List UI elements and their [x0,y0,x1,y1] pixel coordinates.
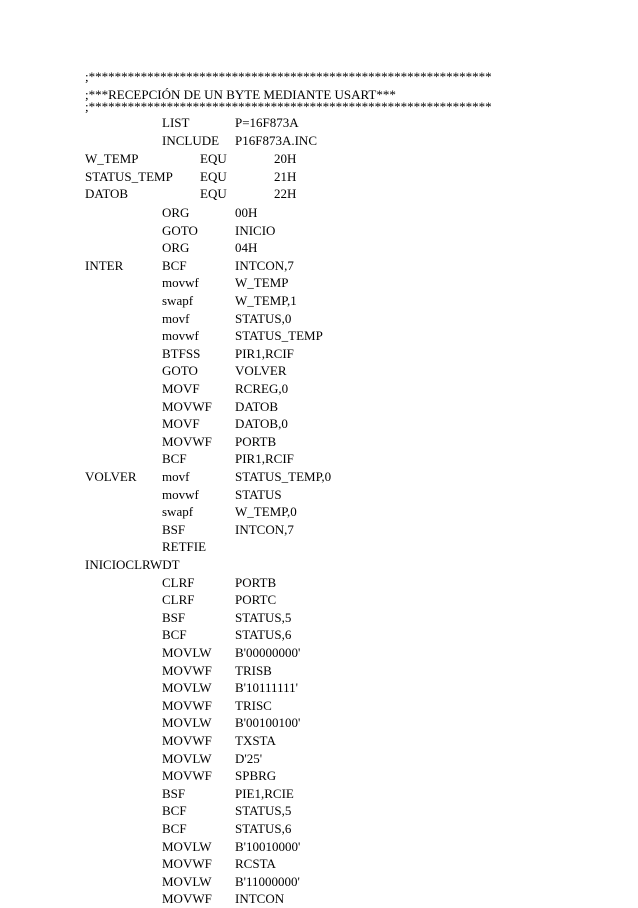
code-line [0,114,638,132]
line-mnemonic: movf [162,469,190,484]
line-operand: 04H [235,240,258,256]
code-line [0,767,638,785]
code-line [0,450,638,468]
line-operand: STATUS,6 [235,821,292,836]
line-operand: STATUS,0 [235,310,292,326]
line-mnemonic: BCF [162,627,187,643]
line-mnemonic: BCF [162,821,187,836]
code-line [0,662,638,680]
line-operand: 21H [274,168,297,184]
line-operand: B'00000000' [235,645,301,660]
code-line [0,150,638,168]
code-line [0,345,638,363]
line-mnemonic: ORG [162,205,190,220]
line-mnemonic: MOVF [162,381,200,396]
line-mnemonic: ORG [162,240,190,256]
line-operand: DATOB [235,398,279,414]
code-line [0,873,638,891]
line-mnemonic: swapf [162,293,194,308]
line-label: DATOB [85,186,129,202]
line-operand: PIR1,RCIF [235,345,294,361]
line-operand: 22H [274,186,297,202]
line-mnemonic: movwf [162,486,199,502]
line-operand: INTCON,7 [235,257,294,273]
line-operand: DATOB,0 [235,416,288,432]
code-line [0,486,638,504]
line-mnemonic: CLRF [162,574,195,590]
line-operand: SPBRG [235,768,277,784]
line-operand: INTCON [235,891,285,907]
line-operand: B'00100100' [235,715,301,731]
line-operand: B'11000000' [235,873,300,889]
line-mnemonic: movf [162,310,190,326]
line-mnemonic: BSF [162,609,186,625]
line-operand: STATUS,6 [235,627,292,643]
line-operand: W_TEMP,1 [235,293,297,308]
line-mnemonic: movwf [162,328,199,344]
code-line [0,802,638,820]
code-line [0,415,638,433]
code-line [0,204,638,222]
code-line [0,644,638,662]
line-mnemonic: BTFSS [162,345,201,361]
line-mnemonic: EQU [200,186,227,202]
line-mnemonic: GOTO [162,363,198,379]
line-mnemonic: MOVWF [162,768,212,784]
line-mnemonic: MOVWF [162,891,212,907]
line-mnemonic: BCF [162,257,187,273]
line-operand: STATUS,5 [235,803,292,819]
line-label: STATUS_TEMP [85,168,173,184]
code-line [0,697,638,715]
code-line [0,890,638,908]
line-operand: STATUS_TEMP,0 [235,469,332,484]
line-operand: P=16F873A [235,115,299,130]
code-line [0,732,638,750]
line-operand: RCREG,0 [235,381,289,396]
line-operand: PORTB [235,574,277,590]
code-line [0,574,638,592]
line-mnemonic: MOVWF [162,856,212,872]
line-mnemonic: RETFIE [162,539,207,555]
line-operand: P16F873A.INC [235,132,317,148]
line-label: INICIOCLRWDT [85,557,180,572]
line-operand: TRISB [235,662,272,678]
line-mnemonic: INCLUDE [162,132,220,148]
line-operand: PORTB [235,433,277,449]
line-operand: STATUS [235,486,282,502]
line-mnemonic: MOVWF [162,433,212,449]
line-mnemonic: BSF [162,785,186,801]
line-mnemonic: MOVWF [162,662,212,678]
line-label: W_TEMP [85,151,139,166]
code-line [0,222,638,240]
line-mnemonic: MOVLW [162,838,212,854]
code-line [0,380,638,398]
code-line [0,168,638,186]
line-mnemonic: MOVWF [162,697,212,713]
code-line [0,503,638,521]
line-operand: VOLVER [235,363,287,379]
code-line [0,679,638,697]
line-operand: W_TEMP,0 [235,504,297,520]
line-operand: D'25' [235,750,263,766]
code-line [0,274,638,292]
code-line [0,310,638,328]
code-line [0,185,638,203]
line-operand: 00H [235,205,258,220]
comment-border-bottom: ;************************************************************** [85,99,492,114]
line-operand: TRISC [235,697,272,713]
code-line [0,714,638,732]
code-line [0,468,638,486]
code-line [0,433,638,451]
line-mnemonic: GOTO [162,222,198,238]
program-title-comment: ;***RECEPCIÓN DE UN BYTE MEDIANTE USART*** [85,87,396,102]
code-line [0,591,638,609]
line-operand: PORTC [235,592,277,608]
line-mnemonic: LIST [162,115,190,130]
code-line [0,626,638,644]
code-line [0,239,638,257]
code-line [0,838,638,856]
line-mnemonic: MOVWF [162,733,212,748]
line-mnemonic: swapf [162,504,194,520]
line-mnemonic: MOVF [162,416,200,432]
line-mnemonic: movwf [162,275,199,291]
line-mnemonic: BCF [162,803,187,819]
line-operand: RCSTA [235,856,276,872]
line-mnemonic: MOVLW [162,715,212,731]
line-label: VOLVER [85,469,137,484]
line-mnemonic: CLRF [162,592,195,608]
line-operand: 20H [274,151,297,166]
code-line [0,521,638,539]
line-mnemonic: EQU [200,151,227,166]
code-line [0,855,638,873]
code-line [0,750,638,768]
line-mnemonic: BSF [162,521,186,537]
line-mnemonic: MOVWF [162,398,212,414]
line-mnemonic: MOVLW [162,680,212,696]
code-line [0,609,638,627]
line-mnemonic: BCF [162,451,187,467]
line-operand: PIR1,RCIF [235,451,294,467]
line-mnemonic: MOVLW [162,750,212,766]
code-line [0,398,638,416]
line-mnemonic: EQU [200,168,227,184]
code-line [0,362,638,380]
code-line [0,785,638,803]
line-operand: STATUS_TEMP [235,328,323,344]
line-operand: INTCON,7 [235,521,294,537]
code-line [0,538,638,556]
code-line [0,292,638,310]
comment-border-top: ;************************************************************** [85,69,492,84]
line-mnemonic: MOVLW [162,645,212,660]
line-operand: B'10111111' [235,680,298,696]
line-operand: B'10010000' [235,838,301,854]
line-operand: TXSTA [235,733,276,748]
code-line [0,327,638,345]
code-line [0,556,638,574]
code-line [0,132,638,150]
code-line [0,257,638,275]
line-operand: INICIO [235,222,276,238]
line-operand: PIE1,RCIE [235,785,294,801]
code-line [0,820,638,838]
line-operand: STATUS,5 [235,609,292,625]
line-operand: W_TEMP [235,275,289,291]
line-mnemonic: MOVLW [162,873,212,889]
line-label: INTER [85,257,124,273]
